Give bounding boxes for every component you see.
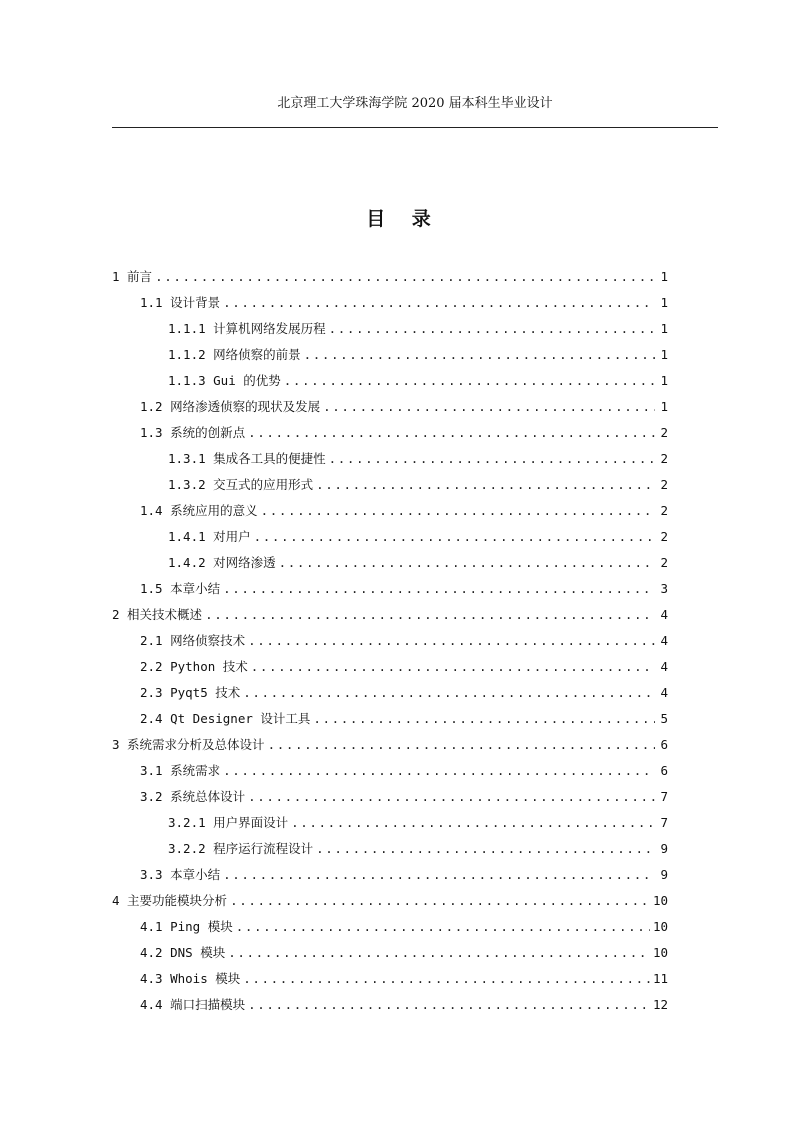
toc-entry-page-number: 11 — [652, 971, 668, 986]
toc-entry[interactable] — [112, 813, 668, 839]
toc-entry-title: 4.1 Ping 模块 — [140, 919, 233, 934]
toc-entry-page-number: 4 — [660, 685, 668, 700]
toc-entry-title: 1.2 网络渗透侦察的现状及发展 — [140, 399, 321, 414]
header-rule — [112, 127, 718, 128]
toc-entry-title: 3 系统需求分析及总体设计 — [112, 737, 265, 752]
toc-entry[interactable] — [112, 449, 668, 475]
toc-entry-page-number: 10 — [652, 945, 668, 960]
toc-dot-leader — [223, 581, 655, 596]
toc-dot-leader — [261, 503, 655, 518]
toc-entry[interactable] — [112, 605, 668, 631]
toc-dot-leader — [316, 477, 655, 492]
toc-entry-title: 1.1.1 计算机网络发展历程 — [168, 321, 326, 336]
toc-entry[interactable] — [112, 969, 668, 995]
running-header: 北京理工大学珠海学院 2020 届本科生毕业设计 — [277, 96, 553, 111]
toc-entry-page-number: 2 — [660, 477, 668, 492]
toc-entry-page-number: 1 — [660, 373, 668, 388]
toc-entry-page-number: 1 — [660, 347, 668, 362]
toc-entry[interactable] — [112, 917, 668, 943]
toc-entry[interactable] — [112, 631, 668, 657]
toc-dot-leader — [223, 867, 655, 882]
toc-entry-title: 1.3 系统的创新点 — [140, 425, 246, 440]
toc-entry[interactable] — [112, 761, 668, 787]
toc-entry-page-number: 2 — [660, 425, 668, 440]
toc-entry[interactable] — [112, 865, 668, 891]
toc-dot-leader — [304, 347, 655, 362]
toc-dot-leader — [284, 373, 655, 388]
toc-entry-title: 4.2 DNS 模块 — [140, 945, 226, 960]
toc-dot-leader — [313, 711, 655, 726]
toc-entry[interactable] — [112, 527, 668, 553]
toc-entry-title: 1.4.1 对用户 — [168, 529, 251, 544]
toc-dot-leader — [329, 321, 655, 336]
toc-dot-leader — [243, 971, 650, 986]
toc-entry[interactable] — [112, 839, 668, 865]
toc-entry-title: 2.2 Python 技术 — [140, 659, 248, 674]
toc-dot-leader — [236, 919, 650, 934]
toc-entry-page-number: 4 — [660, 659, 668, 674]
toc-dot-leader — [248, 997, 650, 1012]
toc-entry-title: 1.4.2 对网络渗透 — [168, 555, 276, 570]
toc-entry-title: 1.1.2 网络侦察的前景 — [168, 347, 301, 362]
toc-entry[interactable] — [112, 735, 668, 761]
toc-entry[interactable] — [112, 501, 668, 527]
toc-entry-title: 3.2 系统总体设计 — [140, 789, 246, 804]
toc-entry[interactable] — [112, 579, 668, 605]
toc-entry-title: 4.3 Whois 模块 — [140, 971, 241, 986]
toc-entry[interactable] — [112, 475, 668, 501]
toc-entry-page-number: 3 — [660, 581, 668, 596]
toc-entry-title: 1 前言 — [112, 269, 153, 284]
toc-entry-title: 4.4 端口扫描模块 — [140, 997, 246, 1012]
toc-entry-title: 1.3.2 交互式的应用形式 — [168, 477, 314, 492]
toc-entry-page-number: 10 — [652, 919, 668, 934]
toc-entry-page-number: 1 — [660, 269, 668, 284]
toc-entry-title: 2.1 网络侦察技术 — [140, 633, 246, 648]
toc-entry[interactable] — [112, 553, 668, 579]
toc-entry[interactable] — [112, 371, 668, 397]
toc-entry-page-number: 7 — [660, 815, 668, 830]
toc-entry[interactable] — [112, 267, 668, 293]
toc-entry-page-number: 2 — [660, 555, 668, 570]
toc-entry[interactable] — [112, 787, 668, 813]
toc-entry-page-number: 12 — [652, 997, 668, 1012]
toc-entry-title: 4 主要功能模块分析 — [112, 893, 228, 908]
toc-dot-leader — [268, 737, 655, 752]
toc-entry-page-number: 5 — [660, 711, 668, 726]
toc-entry-page-number: 4 — [660, 633, 668, 648]
toc-entry-title: 1.4 系统应用的意义 — [140, 503, 258, 518]
toc-entry-title: 1.3.1 集成各工具的便捷性 — [168, 451, 326, 466]
toc-entry-title: 2.3 Pyqt5 技术 — [140, 685, 241, 700]
toc-dot-leader — [251, 659, 655, 674]
toc-dot-leader — [329, 451, 655, 466]
toc-dot-leader — [230, 893, 650, 908]
toc-entry-page-number: 2 — [660, 503, 668, 518]
table-of-contents — [112, 267, 668, 1021]
toc-dot-leader — [243, 685, 655, 700]
toc-dot-leader — [291, 815, 655, 830]
toc-entry-title: 3.3 本章小结 — [140, 867, 221, 882]
toc-dot-leader — [248, 789, 655, 804]
toc-entry-page-number: 7 — [660, 789, 668, 804]
toc-entry-page-number: 9 — [660, 867, 668, 882]
toc-dot-leader — [323, 399, 655, 414]
toc-entry[interactable] — [112, 293, 668, 319]
toc-entry-page-number: 1 — [660, 399, 668, 414]
toc-dot-leader — [254, 529, 655, 544]
toc-dot-leader — [155, 269, 655, 284]
toc-entry-page-number: 6 — [660, 763, 668, 778]
toc-entry-page-number: 4 — [660, 607, 668, 622]
toc-entry[interactable] — [112, 943, 668, 969]
toc-entry[interactable] — [112, 345, 668, 371]
toc-entry[interactable] — [112, 397, 668, 423]
toc-entry-title: 3.1 系统需求 — [140, 763, 221, 778]
toc-dot-leader — [228, 945, 650, 960]
toc-entry[interactable] — [112, 423, 668, 449]
toc-entry[interactable] — [112, 657, 668, 683]
toc-dot-leader — [205, 607, 655, 622]
toc-entry-page-number: 10 — [652, 893, 668, 908]
toc-dot-leader — [223, 295, 655, 310]
toc-entry[interactable] — [112, 995, 668, 1021]
toc-entry-page-number: 1 — [660, 295, 668, 310]
toc-entry-title: 2 相关技术概述 — [112, 607, 203, 622]
toc-title: 目 录 — [366, 208, 441, 230]
toc-dot-leader — [279, 555, 655, 570]
toc-dot-leader — [248, 425, 655, 440]
toc-entry-title: 3.2.2 程序运行流程设计 — [168, 841, 314, 856]
toc-entry-title: 3.2.1 用户界面设计 — [168, 815, 289, 830]
toc-entry[interactable] — [112, 891, 668, 917]
toc-entry[interactable] — [112, 683, 668, 709]
toc-entry-page-number: 9 — [660, 841, 668, 856]
toc-entry-page-number: 2 — [660, 451, 668, 466]
toc-entry-title: 1.5 本章小结 — [140, 581, 221, 596]
toc-entry-page-number: 1 — [660, 321, 668, 336]
toc-dot-leader — [316, 841, 655, 856]
toc-dot-leader — [223, 763, 655, 778]
toc-entry-title: 1.1.3 Gui 的优势 — [168, 373, 281, 388]
toc-entry[interactable] — [112, 319, 668, 345]
toc-entry-page-number: 6 — [660, 737, 668, 752]
toc-entry[interactable] — [112, 709, 668, 735]
toc-entry-title: 1.1 设计背景 — [140, 295, 221, 310]
toc-dot-leader — [248, 633, 655, 648]
toc-entry-title: 2.4 Qt Designer 设计工具 — [140, 711, 311, 726]
toc-entry-page-number: 2 — [660, 529, 668, 544]
